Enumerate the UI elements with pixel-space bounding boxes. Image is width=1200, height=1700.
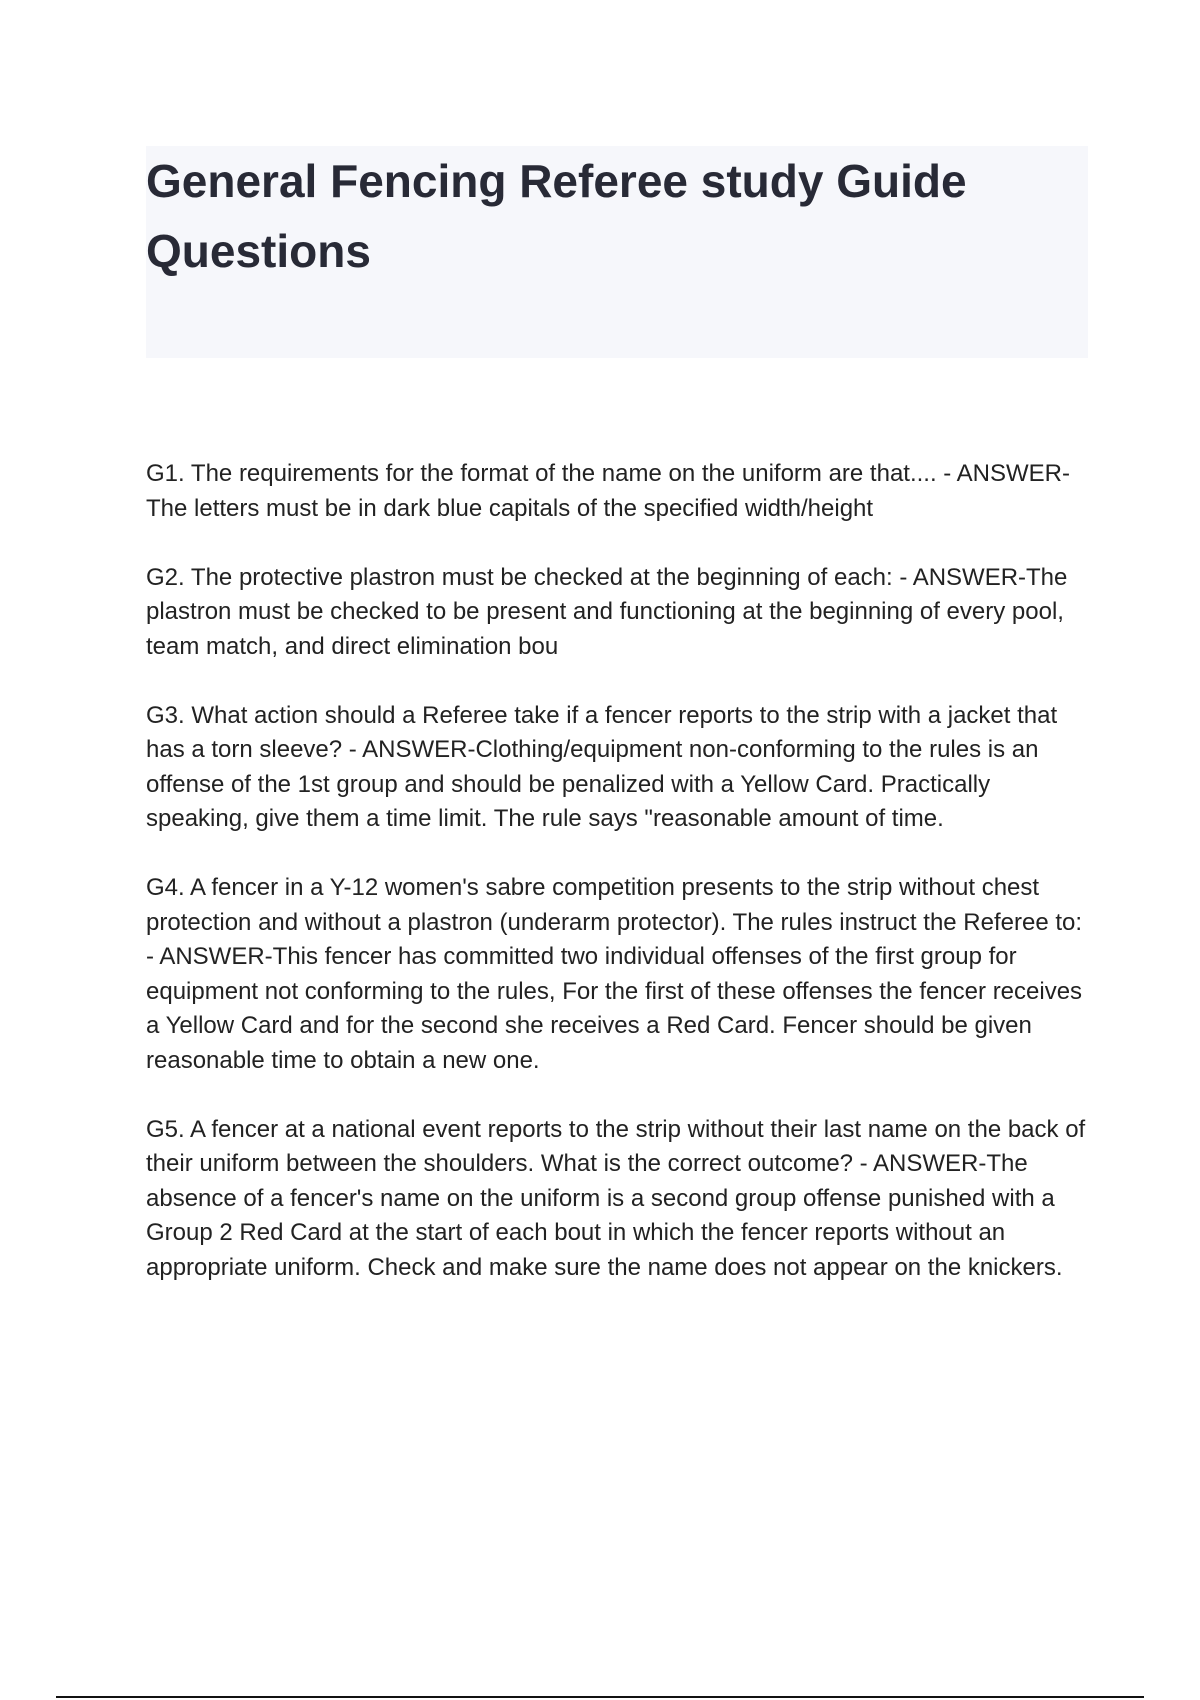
question-g3: G3. What action should a Referee take if a fencer reports to the strip with a jacket that has a torn sleeve? - ANSWER-Clothing/equipment non-conforming to the rules is an offense of the 1st group and should be penalized with a Yellow Card. Practically speaking, give them a time limit. The rule says "reasonable amount of time. [146,701,1058,832]
question-g4: G4. A fencer in a Y-12 women's sabre competition presents to the strip without chest protection and without a plastron (underarm protector). The rules instruct the Referee to: - ANSWER-This fencer has committed two individual offenses of the first group for equipment not conforming to the rules, For the first of these offenses the fencer receives a Yellow Card and for the second she receives a Red Card. Fencer should be given reasonable time to obtain a new one. [146,874,1083,1074]
question-g5: G5. A fencer at a national event reports to the strip without their last name on the back of their uniform between the shoulders. What is the correct outcome? - ANSWER-The absence of a fencer's name on the uniform is a second group offense punished with a Group 2 Red Card at the start of each bout in which the fencer reports without an appropriate uniform. Check and make sure the name does not appear on the knickers. [146,1115,1086,1281]
question-g1: G1. The requirements for the format of the name on the uniform are that.... - ANSWER-The letters must be in dark blue capitals of the specified width/height [146,460,1070,522]
question-g2: G2. The protective plastron must be checked at the beginning of each: - ANSWER-The plastron must be checked to be present and functioning at the beginning of every pool, team match, and direct elimination bou [146,563,1068,660]
document-title: General Fencing Referee study Guide Questions [146,155,967,277]
page-footer-rule [56,1696,1144,1698]
title-banner [146,146,1088,358]
question-list [146,457,1086,1320]
